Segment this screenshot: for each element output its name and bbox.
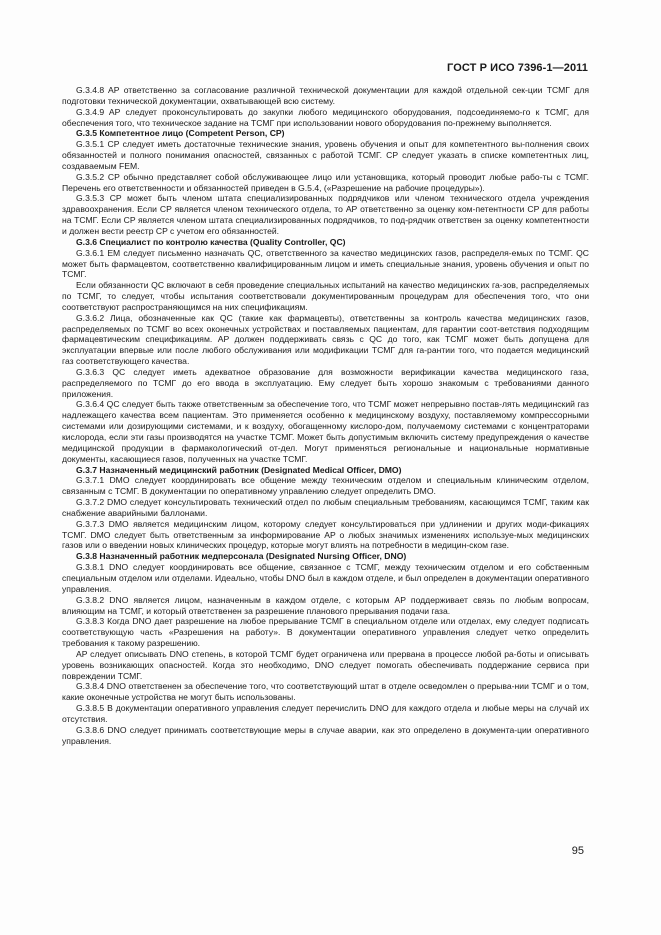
section-heading: G.3.7 Назначенный медицинский работник (Designated Medical Officer, DMO) [76, 464, 402, 475]
paragraph: G.3.5.3 CP может быть членом штата специализированных подрядчиков или членом технического отдела учреждения здравоохранения. Если CP является членом технического отдела, то AP ответственно за оценку ком-петентности CP для работы на ТСМГ. Если CP является членом штата специализированных подрядчиков, то под-рядчик ответствен за оценку компетентности и должен вести реестр CP с учетом его обязанностей. [62, 193, 589, 236]
paragraph: G.3.6.1 EM следует письменно назначать QC, ответственного за качество медицинских газов, распределя-емых по ТСМГ. QC может быть фармацевтом, соответственно квалифицированным лицом и иметь специальные знания, уровень обучения и опыт по ТСМГ. [62, 247, 589, 280]
document-body [62, 85, 589, 746]
paragraph: G.3.6.3 QC следует иметь адекватное образование для возможности верификации качества медицинского газа, распределяемого по ТСМГ до его ввода в эксплуатацию. Ему следует быть хорошо знакомым с требованиями данного приложения. [62, 366, 589, 399]
section-heading: G.3.8 Назначенный работник медперсонала (Designated Nursing Officer, DNO) [76, 551, 407, 562]
paragraph: G.3.8.2 DNO является лицом, назначенным в каждом отделе, с которым AP поддерживает связь по любым вопросам, влияющим на ТСМГ, и который ответственен за разрешение планового прерывания подачи газа. [62, 594, 589, 616]
paragraph: G.3.8.5 В документации оперативного управления следует перечислить DNO для каждого отдела и любые меры на случай их отсутствия. [62, 703, 589, 724]
paragraph: G.3.8.6 DNO следует принимать соответствующие меры в случае аварии, как это определено в документа-ции оперативного управления. [62, 724, 589, 746]
section-heading: G.3.5 Компетентное лицо (Competent Person, CP) [76, 128, 285, 139]
paragraph: G.3.8.3 Когда DNO дает разрешение на любое прерывание ТСМГ в специальном отделе или отделах, ему следует подписать соответствующую часть «Разрешения на работу». В документации оперативного управления следует четко определить требования к такому разрешению. [62, 616, 589, 649]
paragraph: AP следует описывать DNO степень, в которой ТСМГ будет ограничена или прервана в процессе любой ра-боты и описывать уровень возникающих опасностей. Когда это необходимо, DNO следует помогать обеспечивать поддержание сервиса при повреждении ТСМГ. [62, 648, 589, 681]
paragraph: G.3.7.3 DMO является медицинским лицом, которому следует консультироваться при удлинении и других моди-фикациях ТСМГ. DMO следует быть ответственным за информирование AP о любых значимых изменениях используе-мых медицинских газов или о введении новых клинических процедур, которые могут влиять на потребности в медицин-ском газе. [62, 518, 589, 551]
page-number: 95 [571, 845, 584, 857]
paragraph: G.3.7.2 DMO следует консультировать технический отдел по любым специальным требованиям, касающимся ТСМГ, таким как снабжение аварийными баллонами. [62, 497, 589, 518]
paragraph: G.3.8.1 DNO следует координировать все общение, связанное с ТСМГ, между техническим отделом и его собственным специальным отделом или отделами. Идеально, чтобы DNO был в каждом отделе, и был определен в документации оперативного управления. [62, 562, 589, 594]
document-header: ГОСТ Р ИСО 7396-1—2011 [447, 62, 588, 74]
paragraph: G.3.4.8 AP ответственно за согласование различной технической документации для каждой отдельной сек-ции ТСМГ для подготовки технической документации, охватывающей всю систему. [62, 85, 589, 106]
paragraph: G.3.8.4 DNO ответственен за обеспечение того, что соответствующий штат в отделе осведомлен о прерыва-нии ТСМГ и о том, какие оконечные устройства не могут быть использованы. [62, 681, 589, 703]
section-heading: G.3.6 Специалист по контролю качества (Quality Controller, QC) [76, 236, 346, 247]
paragraph: G.3.7.1 DMO следует координировать все общение между техническим отделом и специальным клиническим отделом, связанным с ТСМГ. В документации по оперативному управлению следует определить DMO. [62, 475, 589, 497]
paragraph: G.3.6.4 QC следует быть также ответственным за обеспечение того, что ТСМГ может непрерывно постав-лять медицинский газ надлежащего качества всем пациентам. Это применяется особенно к медицинскому воздуху, поставляемому компрессорными системами или дозирующими системами, и к воздуху, обогащенному кислоро-дом, получаемому системами с концентраторами кислорода, если эти газы производятся на участке ТСМГ. Может быть допустимым включить систему предупреждения о качестве медицинской продукции в фармакологический от-дел. Могут применяться региональные и национальные нормативные документы, касающиеся газов, полученных на участке ТСМГ. [62, 399, 589, 464]
paragraph: Если обязанности QC включают в себя проведение специальных испытаний на качество медицинских га-зов, распределяемых по ТСМГ, то следует, чтобы испытания соответствовали документированным процедурам для обеспечения того, что они соответствуют распространяющимся на них спецификациям. [62, 280, 589, 312]
paragraph: G.3.6.2 Лица, обозначенные как QC (такие как фармацевты), ответственны за контроль качества медицинских газов, распределяемых по ТСМГ во всех оконечных устройствах и поставляемых пациентам, для гарантии соот-ветствия подходящим фармацевтическим спецификациям. AP должен поддерживать связь с QC до того, как ТСМГ может быть допущена для эксплуатации впервые или после любого обслуживания или модификации ТСМГ для га-рантии того, что подается медицинский газ соответствующего качества. [62, 312, 589, 367]
paragraph: G.3.4.9 AP следует проконсультировать до закупки любого медицинского оборудования, подсоединяемо-го к ТСМГ, для обеспечения того, что техническое задание на ТСМГ при использовании нового оборудования по-прежнему выполняется. [62, 106, 589, 128]
paragraph: G.3.5.2 CP обычно представляет собой обслуживающее лицо или установщика, который проводит любые рабо-ты с ТСМГ. Перечень его ответственности и обязанностей приведен в G.5.4, («Разрешение на рабочие процедуры»). [62, 171, 589, 193]
paragraph: G.3.5.1 CP следует иметь достаточные технические знания, уровень обучения и опыт для компетентного вы-полнения своих обязанностей и полного понимания опасностей, связанных с работой ТСМГ. CP следует указать в списке компетентных лиц, создаваемым FEM. [62, 139, 589, 171]
